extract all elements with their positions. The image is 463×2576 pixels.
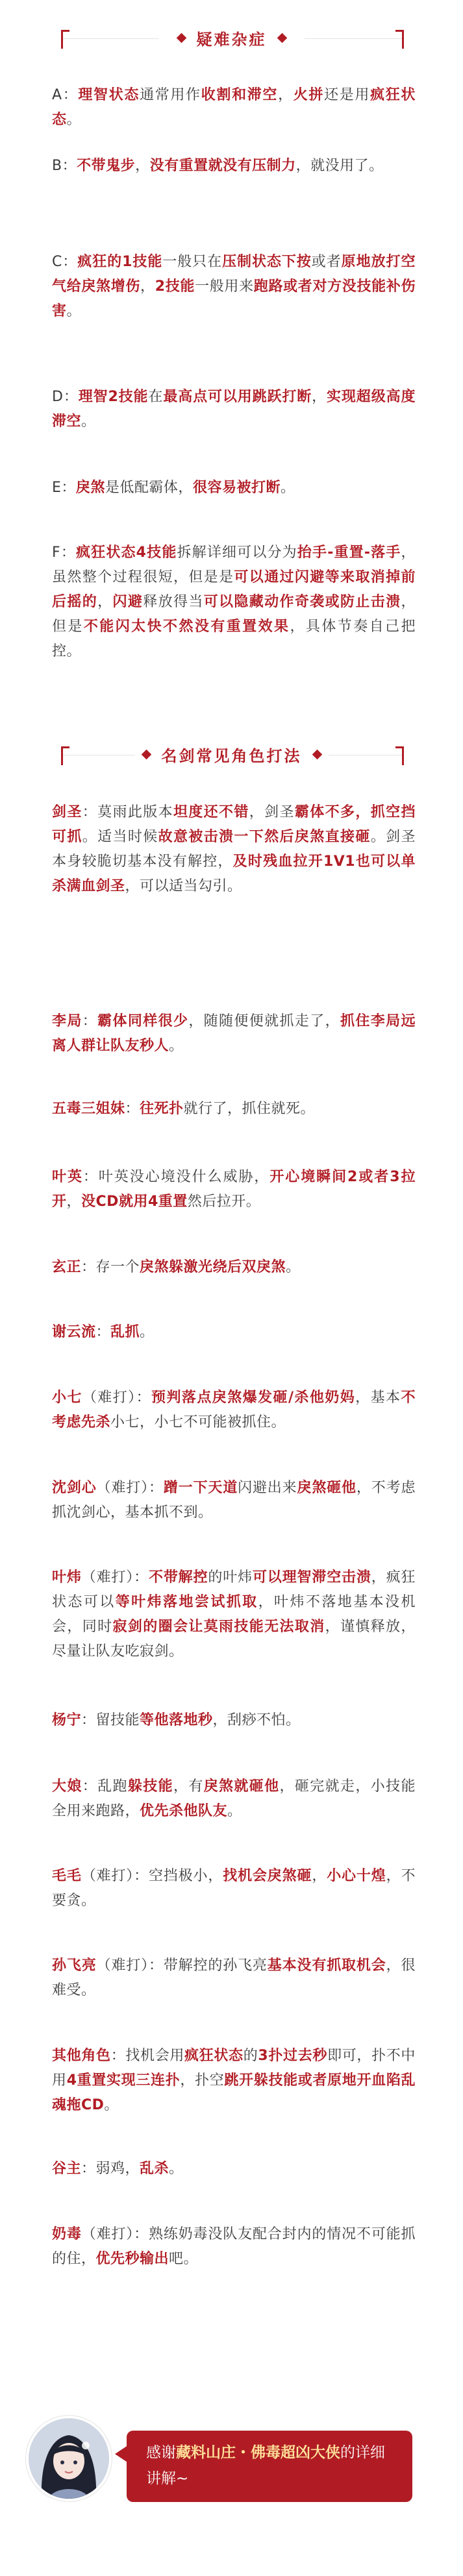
body-text: 释放得当 (143, 594, 204, 610)
highlight-text: 优先杀他队友 (140, 1803, 228, 1819)
highlight-text: 叶英 (52, 1169, 83, 1185)
body-text: A： (52, 87, 79, 103)
highlight-text: 最高点可以用跳跃打断 (163, 389, 312, 405)
highlight-text: 基本没有抓取机会 (267, 1957, 386, 1974)
body-text: 。 (280, 480, 295, 496)
body-text: ： (125, 1101, 140, 1117)
body-text: ， (97, 594, 113, 610)
section-header-difficult-issues (0, 25, 463, 51)
header-bracket-left (61, 30, 69, 49)
diamond-icon (176, 32, 186, 43)
highlight-text: 找机会戾煞砸 (223, 1868, 312, 1884)
highlight-text: 3扑过去秒 (258, 2048, 328, 2064)
body-text: ，砸完就走，小技能全用来跑路， (52, 1778, 416, 1819)
highlight-text: 很容易被打断 (192, 480, 281, 496)
body-text: 还是用 (324, 87, 371, 103)
highlight-text: 没有重置就没有压制力 (149, 158, 296, 174)
section-title: 疑难杂症 (196, 30, 267, 49)
body-text: 。 (169, 2161, 184, 2177)
body-text: 。 (81, 413, 96, 430)
tactic-other-roles (52, 2044, 416, 2118)
highlight-text: 不考虑先杀 (52, 1390, 416, 1430)
body-text: E： (52, 480, 76, 496)
body-text: 一般用来 (195, 278, 254, 295)
body-text: ，可以适当勾引。 (125, 878, 242, 894)
body-text: ， (312, 1868, 327, 1884)
tactic-xie-yunliu (52, 1320, 416, 1345)
body-text: （难打）：带解控的孙飞亮 (96, 1957, 268, 1974)
thanks-speech-bubble (127, 2431, 412, 2502)
tactic-nai-du (52, 2222, 416, 2272)
body-text: 在 (148, 389, 164, 405)
body-text: 。适当时候 (82, 829, 158, 845)
highlight-text: 往死扑 (140, 1101, 184, 1117)
body-text: 。剑圣本身较脆切基本没有解控， (52, 829, 416, 870)
body-text: 的 (243, 2048, 258, 2064)
highlight-text: 原地放打空气给戾煞增伤 (52, 254, 416, 295)
faq-item-d (52, 385, 416, 434)
body-text: 然后拉开。 (187, 1194, 261, 1210)
section-title-wrap (135, 743, 329, 766)
highlight-text: 跳开躲技能或者原地开血陷乱魂拖CD (52, 2072, 416, 2113)
body-text: ，剑圣 (249, 804, 295, 820)
faq-item-a (52, 83, 416, 132)
body-text: ，有 (173, 1778, 204, 1795)
body-text: 一般只在 (162, 254, 223, 270)
header-bracket-left (61, 746, 69, 765)
highlight-text: 疯狂状态 (184, 2048, 244, 2064)
highlight-text: 小七 (52, 1390, 82, 1406)
highlight-text: 压制状态下按 (222, 254, 312, 270)
body-text: 。 (169, 1038, 184, 1054)
body-text: 通常用作 (140, 87, 201, 103)
body-text: F： (52, 545, 76, 561)
body-text: ：存一个 (81, 1259, 140, 1275)
body-text: ，谨慎释放，尽量让队友吃寂剑。 (52, 1619, 416, 1660)
tactic-shen-jianxin (52, 1476, 416, 1525)
highlight-text: 乱抓 (110, 1324, 140, 1340)
tactic-ye-wei (52, 1565, 416, 1664)
diamond-icon (141, 749, 151, 759)
tactic-mao-mao (52, 1864, 416, 1913)
highlight-text: 李局 (52, 1013, 82, 1029)
body-text: 。 (104, 2097, 119, 2113)
faq-item-e (52, 476, 416, 500)
highlight-text: 理智2技能 (78, 389, 149, 405)
highlight-text: 没CD就用4重置 (81, 1194, 188, 1210)
thanks-suffix: 的详细讲解~ (146, 2444, 385, 2487)
body-text: ： (95, 1324, 111, 1340)
tactic-yang-ning (52, 1708, 416, 1733)
faq-item-f (52, 541, 416, 664)
highlight-text: 疯狂状态4技能 (76, 545, 177, 561)
header-divider-right (305, 38, 402, 39)
avatar-illustration (29, 2418, 109, 2499)
tactic-sword-saint (52, 800, 416, 899)
body-text: 。 (140, 1324, 155, 1340)
body-text: 拆解详细可以分为 (177, 545, 297, 561)
highlight-text: 疯狂状态 (52, 87, 416, 128)
highlight-text: 奶毒 (52, 2226, 82, 2242)
highlight-text: 沈剑心 (52, 1480, 97, 1496)
highlight-text: 玄正 (52, 1259, 82, 1275)
highlight-text: 霸体不多，抓空挡可抓 (52, 804, 416, 845)
body-text: 。 (227, 1803, 242, 1819)
body-text: ：乱跑 (82, 1778, 128, 1795)
faq-item-c (52, 250, 416, 324)
body-text: 吧。 (169, 2251, 199, 2267)
body-text: ，就没用了。 (295, 158, 384, 174)
highlight-text: 及时残血拉开1V1也可以单杀满血剑圣 (52, 853, 416, 894)
body-text: （难打）：空挡极小， (81, 1868, 223, 1884)
highlight-text: 孙飞亮 (52, 1957, 97, 1974)
body-text: ，具体节奏自己把控。 (52, 619, 416, 659)
body-text: ，但是 (52, 594, 416, 635)
body-text: ：留技能 (81, 1712, 140, 1728)
body-text: D： (52, 389, 79, 405)
highlight-text: 收割和滞空 (201, 87, 279, 103)
highlight-text: 寂剑的圈会让莫雨技能无法取消 (112, 1619, 325, 1635)
highlight-text: 跑路或者对方没技能补伤害 (52, 278, 416, 319)
body-text: ：莫雨此版本 (82, 804, 173, 820)
body-text: ，疯狂状态可以 (52, 1569, 416, 1610)
body-text: ：叶英没心境没什么威胁， (82, 1169, 270, 1185)
body-text: 。 (66, 303, 82, 319)
body-text: （难打）：熟练奶毒没队友配合封内的情况不可能抓的住， (52, 2226, 416, 2267)
highlight-text: 火拼 (293, 87, 325, 103)
body-text: ，很难受。 (52, 1957, 416, 1998)
highlight-text: 叶炜 (52, 1569, 82, 1586)
highlight-text: 闪避 (112, 594, 144, 610)
highlight-text: 戾煞砸他 (297, 1480, 357, 1496)
highlight-text: 蹭一下天道 (163, 1480, 238, 1496)
highlight-text: 大娘 (52, 1778, 82, 1795)
body-text: ： (82, 1013, 98, 1029)
highlight-text: 实现超级高度滞空 (52, 389, 416, 430)
body-text: ， (135, 158, 150, 174)
body-text: B： (52, 158, 77, 174)
highlight-text: 不能闪太快不然没有重置效果 (83, 619, 290, 635)
highlight-text: 等他落地秒 (140, 1712, 213, 1728)
highlight-text: 躲技能 (127, 1778, 173, 1795)
diamond-icon (312, 749, 322, 759)
tactic-li-ju (52, 1009, 416, 1059)
body-text: （难打）： (82, 1390, 152, 1406)
body-text: 小七，小七不可能被抓住。 (110, 1414, 286, 1430)
highlight-text: 可以隐藏动作奇袭或防止击溃 (203, 594, 401, 610)
highlight-text: 谷主 (52, 2161, 82, 2177)
section-title-wrap (170, 27, 294, 49)
highlight-text: 戾煞就砸他 (203, 1778, 280, 1795)
body-text: 的叶炜 (208, 1569, 253, 1586)
body-text: ， (66, 1194, 82, 1210)
header-bracket-right (395, 746, 404, 765)
highlight-text: 剑圣 (52, 804, 82, 820)
highlight-text: 预判落点戾煞爆发砸/杀他奶妈 (151, 1390, 356, 1406)
body-text: ， (140, 278, 155, 295)
highlight-text: 不带鬼步 (77, 158, 136, 174)
body-text: ，扑空 (180, 2072, 225, 2089)
highlight-text: 杨宁 (52, 1712, 82, 1728)
avatar (26, 2416, 112, 2501)
highlight-text: 戾煞躲激光绕后双戾煞 (140, 1259, 286, 1275)
body-text: ， (278, 87, 294, 103)
body-text: （难打）： (96, 1480, 164, 1496)
highlight-text: 不带解控 (148, 1569, 208, 1586)
body-text: 。 (286, 1259, 301, 1275)
tactic-xiao-qi (52, 1386, 416, 1435)
section-header-character-tactics (0, 741, 463, 767)
highlight-text: 抬手-重置-落手 (297, 545, 401, 561)
highlight-text: 毛毛 (52, 1868, 82, 1884)
body-text: ，不要贪。 (52, 1868, 416, 1909)
highlight-text: 其他角色 (52, 2048, 111, 2064)
diamond-icon (277, 32, 287, 43)
header-divider-left (61, 38, 158, 39)
highlight-text: 乱杀 (140, 2161, 169, 2177)
highlight-text: 疯狂的1技能 (77, 254, 163, 270)
tactic-sun-feiliang (52, 1954, 416, 2003)
body-text: ：找机会用 (110, 2048, 185, 2064)
body-text: ，不考虑抓沈剑心，基本抓不到。 (52, 1480, 416, 1521)
highlight-text: 等叶炜落地尝试抓取 (115, 1594, 258, 1610)
body-text: ：弱鸡， (81, 2161, 140, 2177)
highlight-text: 优先秒输出 (95, 2251, 169, 2267)
body-text: 即可，扑不中用 (52, 2048, 416, 2089)
thanks-prefix: 感谢 (146, 2444, 176, 2461)
tactic-wudu-sisters (52, 1097, 416, 1122)
thanks-text (146, 2440, 399, 2492)
body-text: ，刮痧不怕。 (212, 1712, 301, 1728)
tactic-da-niang (52, 1774, 416, 1824)
highlight-text: 理智状态 (78, 87, 140, 103)
faq-item-b (52, 154, 416, 178)
body-text: ，随随便便就抓走了， (188, 1013, 340, 1029)
body-text: ，基本 (355, 1390, 401, 1406)
highlight-text: 故意被击溃一下然后戾煞直接砸 (158, 829, 371, 845)
highlight-text: 谢云流 (52, 1324, 96, 1340)
body-text: 是低配霸体， (105, 480, 193, 496)
body-text: 闪避出来 (238, 1480, 297, 1496)
highlight-text: 可以通过闪避等来取消掉前后摇的 (52, 569, 416, 610)
highlight-text: 抓住李局远离人群让队友秒人 (52, 1013, 416, 1054)
highlight-text: 坦度还不错 (173, 804, 249, 820)
highlight-text: 2技能 (155, 278, 195, 295)
highlight-text: 戾煞 (75, 480, 105, 496)
tactic-ye-ying (52, 1165, 416, 1214)
section-title: 名剑常见角色打法 (161, 746, 302, 765)
body-text: ， (312, 389, 327, 405)
body-text: 。 (66, 112, 82, 128)
header-bracket-right (395, 30, 404, 49)
highlight-text: 开心境瞬间2或者3拉开 (52, 1169, 416, 1210)
highlight-text: 小心十煌 (327, 1868, 386, 1884)
body-text: ，虽然整个过程很短，但是是 (52, 545, 416, 585)
tactic-xuan-zheng (52, 1255, 416, 1280)
body-text: 或者 (311, 254, 342, 270)
body-text: 就行了，抓住就死。 (183, 1101, 316, 1117)
body-text: （难打）： (81, 1569, 149, 1586)
highlight-text: 五毒三姐妹 (52, 1101, 125, 1117)
thanks-name: 藏料山庄・佛毒超凶大侠 (176, 2444, 340, 2461)
tactic-gu-zhu (52, 2157, 416, 2181)
highlight-text: 可以理智滞空击溃 (252, 1569, 371, 1586)
body-text: C： (52, 254, 78, 270)
highlight-text: 霸体同样很少 (97, 1013, 189, 1029)
body-text: ，叶炜不落地基本没机会，同时 (52, 1594, 416, 1635)
highlight-text: 4重置实现三连扑 (66, 2072, 181, 2089)
